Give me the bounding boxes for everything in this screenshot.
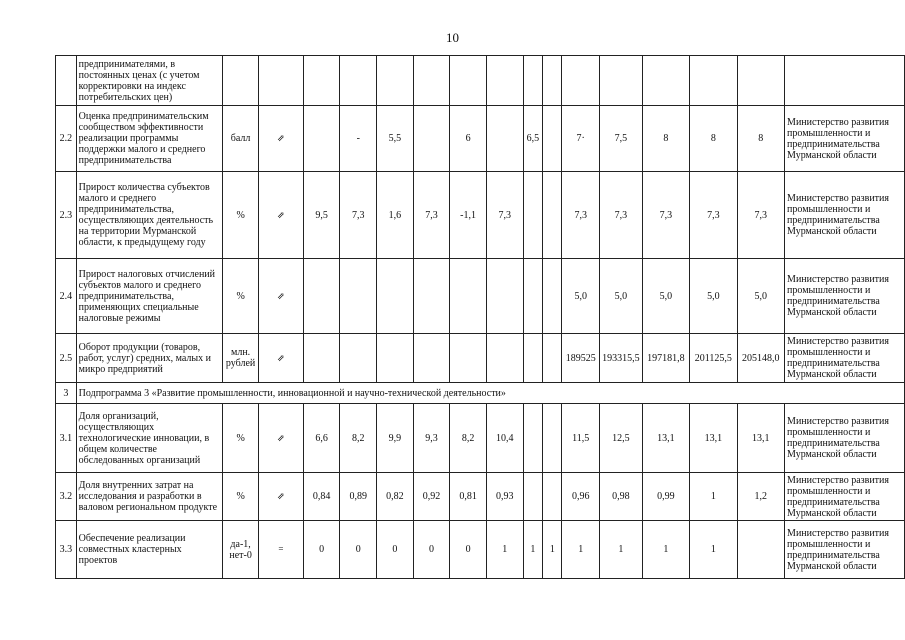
- executor-cell: Министерство развития промышленности и предпринимательства Мурманской области: [785, 521, 905, 579]
- value-cell: 1: [690, 521, 737, 579]
- value-cell: 7,3: [690, 172, 737, 259]
- value-cell: 13,1: [690, 404, 737, 473]
- value-cell: 7·: [562, 106, 600, 172]
- subprogram-row: [56, 383, 905, 404]
- value-cell: 1: [600, 521, 643, 579]
- subprogram-title: Подпрограмма 3 «Развитие промышленности, инновационной и научно-технической деятельности»: [76, 383, 904, 404]
- unit-cell: %: [223, 473, 259, 521]
- value-cell: 201125,5: [690, 334, 737, 383]
- trend-arrow-icon: ⇗: [259, 473, 304, 521]
- unit-cell: %: [223, 259, 259, 334]
- row-number: [56, 56, 77, 106]
- value-cell: 1: [543, 521, 562, 579]
- value-cell: 189525: [562, 334, 600, 383]
- executor-cell: Министерство развития промышленности и предпринимательства Мурманской области: [785, 473, 905, 521]
- value-cell: [413, 106, 450, 172]
- value-cell: 10,4: [486, 404, 523, 473]
- value-cell: [543, 259, 562, 334]
- value-cell: [486, 106, 523, 172]
- value-cell: 0,98: [600, 473, 643, 521]
- indicator-name: Обеспечение реализации совместных кластерных проектов: [76, 521, 223, 579]
- unit-cell: да-1, нет-0: [223, 521, 259, 579]
- value-cell: 1,2: [737, 473, 785, 521]
- trend-arrow-icon: =: [259, 521, 304, 579]
- table-row: [56, 106, 905, 172]
- table-row: [56, 259, 905, 334]
- trend-arrow-icon: ⇗: [259, 404, 304, 473]
- executor-cell: Министерство развития промышленности и предпринимательства Мурманской области: [785, 172, 905, 259]
- value-cell: [543, 404, 562, 473]
- row-number: 2.4: [56, 259, 77, 334]
- value-cell: [523, 334, 543, 383]
- value-cell: [523, 259, 543, 334]
- table-cell: [413, 56, 450, 106]
- value-cell: 1: [642, 521, 690, 579]
- table-cell: [223, 56, 259, 106]
- value-cell: [377, 259, 414, 334]
- value-cell: [340, 334, 377, 383]
- indicator-name: Доля внутренних затрат на исследования и разработки в валовом региональном продукте: [76, 473, 223, 521]
- value-cell: [303, 106, 340, 172]
- table-row: [56, 404, 905, 473]
- table-cell: [377, 56, 414, 106]
- value-cell: 8: [642, 106, 690, 172]
- unit-cell: %: [223, 404, 259, 473]
- unit-cell: балл: [223, 106, 259, 172]
- executor-cell: Министерство развития промышленности и предпринимательства Мурманской области: [785, 106, 905, 172]
- value-cell: 7,3: [642, 172, 690, 259]
- value-cell: -1,1: [450, 172, 487, 259]
- table-cell: [737, 56, 785, 106]
- table-cell: [340, 56, 377, 106]
- row-number: 2.5: [56, 334, 77, 383]
- table-row: [56, 56, 905, 106]
- value-cell: 193315,5: [600, 334, 643, 383]
- value-cell: 8: [690, 106, 737, 172]
- value-cell: [543, 172, 562, 259]
- value-cell: 9,5: [303, 172, 340, 259]
- value-cell: 1: [690, 473, 737, 521]
- value-cell: 0: [413, 521, 450, 579]
- value-cell: 0,99: [642, 473, 690, 521]
- table-cell: [523, 56, 543, 106]
- value-cell: 0: [377, 521, 414, 579]
- indicators-table: [55, 55, 905, 579]
- value-cell: 9,9: [377, 404, 414, 473]
- value-cell: [303, 259, 340, 334]
- executor-cell: Министерство развития промышленности и предпринимательства Мурманской области: [785, 334, 905, 383]
- value-cell: [486, 259, 523, 334]
- unit-cell: %: [223, 172, 259, 259]
- value-cell: [543, 473, 562, 521]
- value-cell: 7,3: [486, 172, 523, 259]
- indicator-name: Доля организаций, осуществляющих технологические инновации, в общем количестве обследованных организаций: [76, 404, 223, 473]
- value-cell: 7,5: [600, 106, 643, 172]
- value-cell: [450, 334, 487, 383]
- value-cell: 11,5: [562, 404, 600, 473]
- value-cell: 197181,8: [642, 334, 690, 383]
- value-cell: 12,5: [600, 404, 643, 473]
- trend-arrow-icon: ⇗: [259, 259, 304, 334]
- table-cell: [600, 56, 643, 106]
- value-cell: 7,3: [562, 172, 600, 259]
- value-cell: 9,3: [413, 404, 450, 473]
- table-cell: [543, 56, 562, 106]
- table-row: [56, 172, 905, 259]
- table-row: [56, 521, 905, 579]
- indicator-name: Прирост налоговых отчислений субъектов малого и среднего предпринимательства, применяющих специальные налоговые режимы: [76, 259, 223, 334]
- indicator-name: предпринимателями, в постоянных ценах (с учетом корректировки на индекс потребительских цен): [76, 56, 223, 106]
- value-cell: 13,1: [642, 404, 690, 473]
- indicator-name: Оборот продукции (товаров, работ, услуг) средних, малых и микро предприятий: [76, 334, 223, 383]
- value-cell: [543, 334, 562, 383]
- value-cell: 13,1: [737, 404, 785, 473]
- executor-cell: Министерство развития промышленности и предпринимательства Мурманской области: [785, 259, 905, 334]
- value-cell: 7,3: [340, 172, 377, 259]
- value-cell: 1: [523, 521, 543, 579]
- value-cell: 5,0: [642, 259, 690, 334]
- value-cell: 0,92: [413, 473, 450, 521]
- value-cell: [303, 334, 340, 383]
- table-cell: [562, 56, 600, 106]
- value-cell: 0,81: [450, 473, 487, 521]
- value-cell: 0: [303, 521, 340, 579]
- value-cell: [543, 106, 562, 172]
- table-cell: [642, 56, 690, 106]
- page-number: 10: [446, 30, 459, 45]
- value-cell: 205148,0: [737, 334, 785, 383]
- value-cell: [340, 259, 377, 334]
- value-cell: 5,0: [562, 259, 600, 334]
- value-cell: [523, 172, 543, 259]
- value-cell: -: [340, 106, 377, 172]
- value-cell: 8,2: [340, 404, 377, 473]
- value-cell: 0,84: [303, 473, 340, 521]
- value-cell: 6,6: [303, 404, 340, 473]
- trend-arrow-icon: ⇗: [259, 106, 304, 172]
- value-cell: [450, 259, 487, 334]
- unit-cell: млн. рублей: [223, 334, 259, 383]
- table-cell: [303, 56, 340, 106]
- value-cell: 0: [340, 521, 377, 579]
- value-cell: 1: [562, 521, 600, 579]
- value-cell: 7,3: [413, 172, 450, 259]
- value-cell: 5,0: [737, 259, 785, 334]
- value-cell: 6: [450, 106, 487, 172]
- row-number: 3: [56, 383, 77, 404]
- value-cell: 5,0: [600, 259, 643, 334]
- row-number: 3.3: [56, 521, 77, 579]
- table-cell: [450, 56, 487, 106]
- value-cell: 6,5: [523, 106, 543, 172]
- value-cell: [523, 473, 543, 521]
- value-cell: 0: [450, 521, 487, 579]
- row-number: 3.1: [56, 404, 77, 473]
- value-cell: [737, 521, 785, 579]
- value-cell: 7,3: [737, 172, 785, 259]
- executor-cell: Министерство развития промышленности и предпринимательства Мурманской области: [785, 404, 905, 473]
- table-cell: [259, 56, 304, 106]
- value-cell: 1,6: [377, 172, 414, 259]
- value-cell: [413, 259, 450, 334]
- row-number: 2.3: [56, 172, 77, 259]
- table-row: [56, 473, 905, 521]
- value-cell: 0,93: [486, 473, 523, 521]
- table-row: [56, 334, 905, 383]
- value-cell: 7,3: [600, 172, 643, 259]
- value-cell: 1: [486, 521, 523, 579]
- value-cell: [523, 404, 543, 473]
- value-cell: 0,82: [377, 473, 414, 521]
- table-cell: [785, 56, 905, 106]
- value-cell: 5,5: [377, 106, 414, 172]
- table-cell: [486, 56, 523, 106]
- value-cell: [413, 334, 450, 383]
- table-cell: [690, 56, 737, 106]
- value-cell: 8,2: [450, 404, 487, 473]
- value-cell: 0,96: [562, 473, 600, 521]
- indicator-name: Оценка предпринимательским сообществом эффективности реализации программы поддержки малого и среднего предпринимательства: [76, 106, 223, 172]
- row-number: 3.2: [56, 473, 77, 521]
- value-cell: [377, 334, 414, 383]
- value-cell: 0,89: [340, 473, 377, 521]
- row-number: 2.2: [56, 106, 77, 172]
- value-cell: 5,0: [690, 259, 737, 334]
- trend-arrow-icon: ⇗: [259, 334, 304, 383]
- value-cell: 8: [737, 106, 785, 172]
- value-cell: [486, 334, 523, 383]
- trend-arrow-icon: ⇗: [259, 172, 304, 259]
- indicator-name: Прирост количества субъектов малого и среднего предпринимательства, осуществляющих деятельность на территории Мурманской области, к предыдущему году: [76, 172, 223, 259]
